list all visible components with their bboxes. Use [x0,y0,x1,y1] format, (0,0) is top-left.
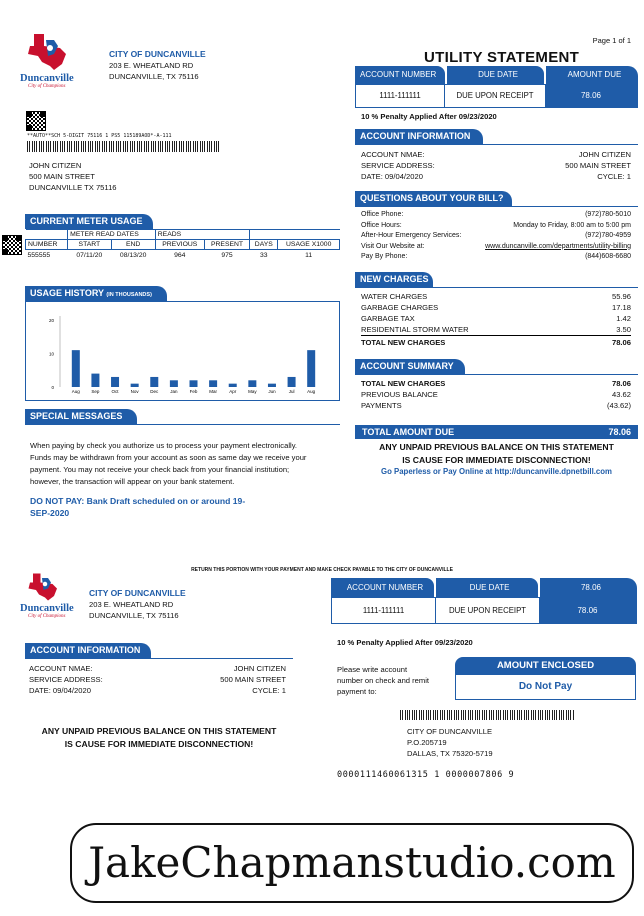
question-value: www.duncanville.com/departments/utility-billing [485,242,631,250]
summary-value: (43.62) [606,401,631,410]
meter-header-cell: USAGE X1000 [278,240,340,250]
meter-value-cell: 975 [221,251,233,259]
usage-bar [209,380,217,387]
account-summary-table-top [355,66,638,108]
warning-line-2-bottom: IS CAUSE FOR IMMEDIATE DISCONNECTION! [64,739,254,749]
question-label: Pay By Phone: [361,253,408,261]
usage-bar [190,380,198,387]
account-summary-title: ACCOUNT SUMMARY [355,359,465,374]
logo-tagline: City of Champions [28,84,66,89]
question-row [361,231,631,242]
chart-x-tick-label: Feb [189,389,198,394]
city-addr1-bottom: 203 E. WHEATLAND RD [89,600,174,609]
questions-title: QUESTIONS ABOUT YOUR BILL? [355,191,512,206]
customer-addr1: 500 MAIN STREET [29,172,95,181]
account-name-label: ACCOUNT NMAE: [361,150,425,159]
account-information-section [355,129,638,182]
meter-header-cell: PRESENT [204,240,249,250]
city-addr1: 203 E. WHEATLAND RD [109,61,194,70]
new-charges-title: NEW CHARGES [355,272,433,287]
chart-x-tick-label: Oct [111,389,119,394]
charge-label: RESIDENTIAL STORM WATER [361,325,469,334]
summary-value: 78.06 [611,379,631,388]
meter-header-cell: END [111,240,155,250]
charge-row [361,291,631,302]
chart-x-tick-label: Apr [229,389,237,394]
chart-x-tick-label: Dec [150,389,159,394]
warning-line-1: ANY UNPAID PREVIOUS BALANCE ON THIS STATEMENT [379,442,614,452]
question-row [361,242,631,253]
usage-bar [150,377,158,387]
chart-x-tick-label: Aug [307,389,316,394]
amount-due-value: 78.06 [545,85,637,107]
usage-bar [170,380,178,387]
chart-x-tick-label: Mar [209,389,217,394]
meter-table [25,229,340,261]
col-due-date-bottom: DUE DATE [436,578,538,597]
statement-date-bottom: DATE: 09/04/2020 [29,686,91,695]
warning-line-2: IS CAUSE FOR IMMEDIATE DISCONNECTION! [402,455,591,465]
texas-flag-icon [20,572,70,602]
amount-enclosed-title: AMOUNT ENCLOSED [455,657,636,674]
account-name-value-bottom: JOHN CITIZEN [233,664,286,673]
usage-bar [111,377,119,387]
billing-cycle-bottom: CYCLE: 1 [252,686,286,695]
scan-line: 0000111460061315 1 0000007806 9 [337,770,515,780]
account-summary-section [355,359,638,411]
warning-line-1-bottom: ANY UNPAID PREVIOUS BALANCE ON THIS STATEMENT [41,726,277,736]
usage-history-section [25,286,340,401]
usage-history-chart [26,302,338,399]
customer-addr2: DUNCANVILLE TX 75116 [29,183,117,192]
remit-barcode [400,710,574,720]
questions-section [355,191,638,263]
penalty-note-bottom: 10 % Penalty Applied After 09/23/2020 [337,638,473,647]
account-table-bottom [331,578,637,624]
charge-value: 1.42 [616,314,631,323]
question-value: (972)780-5010 [585,211,631,218]
usage-bar [131,384,139,387]
penalty-note: 10 % Penalty Applied After 09/23/2020 [361,112,497,121]
col-due-date: DUE DATE [447,66,544,84]
meter-value-cell: 555555 [27,251,51,259]
chart-x-tick-label: Nov [130,389,139,394]
chart-x-tick-label: May [248,389,257,394]
usage-bar [248,380,256,387]
summary-value: 43.62 [611,390,631,399]
summary-label: PAYMENTS [361,401,402,410]
chart-y-tick-label: 0 [51,385,54,390]
logo-wordmark-bottom: Duncanville [20,603,74,614]
usage-bar [288,377,296,387]
total-amount-due-value: 78.06 [608,427,631,437]
do-not-pay-notice: DO NOT PAY: Bank Draft scheduled on or around 19-SEP-2020 [30,496,246,518]
usage-bar [229,384,237,387]
chart-x-tick-label: Jan [170,389,178,394]
chart-x-tick-label: Sep [91,389,100,394]
account-name-label-bottom: ACCOUNT NMAE: [29,664,93,673]
account-number-value: 1111-111111 [379,91,421,100]
usage-bar [307,350,315,387]
question-value: (844)608-6680 [585,253,631,261]
account-number-value-bottom: 1111-111111 [362,606,405,615]
city-addr2: DUNCANVILLE, TX 75116 [109,72,199,81]
chart-y-tick-label: 10 [48,351,54,357]
city-address-block [109,49,206,82]
question-label: After-Hour Emergency Services: [361,232,462,240]
amount-enclosed-box [455,657,636,700]
city-addr2-bottom: DUNCANVILLE, TX 75116 [89,611,179,620]
total-amount-due-label: TOTAL AMOUNT DUE [362,427,455,437]
city-logo [20,32,80,94]
paperless-link[interactable]: Go Paperless or Pay Online at http://duncanville.dpnetbill.com [381,467,612,476]
postal-barcode [27,141,219,152]
service-address-label: SERVICE ADDRESS: [361,161,435,170]
billing-cycle: CYCLE: 1 [597,172,631,181]
summary-label: PREVIOUS BALANCE [361,390,438,399]
service-address-value-bottom: 500 MAIN STREET [220,675,286,684]
total-amount-due-bar [355,425,638,439]
remit-line-1: CITY OF DUNCANVILLE [407,727,493,736]
charge-label: GARBAGE TAX [361,314,415,323]
summary-row [361,378,631,389]
col-amount-due-bottom: 78.06 [540,578,637,597]
account-information-bottom [25,643,293,696]
new-charges-section [355,272,638,348]
question-label: Office Hours: [361,221,402,229]
mail-code: **AUTO**SCH 5-DIGIT 75116 1 PS5 115189AOD*-A-111 [27,133,172,139]
meter-value-cell: 07/11/20 [76,251,103,259]
service-address-value: 500 MAIN STREET [565,161,631,170]
statement-date: DATE: 09/04/2020 [361,172,423,181]
return-portion-note: RETURN THIS PORTION WITH YOUR PAYMENT AND MAKE CHECK PAYABLE TO THE CITY OF DUNCANVILLE [191,567,453,573]
chart-x-tick-label: Aug [71,389,80,394]
question-value: Monday to Friday, 8:00 am to 5:00 pm [513,221,631,229]
meter-usage-title: CURRENT METER USAGE [25,214,153,229]
meter-value-cell: 964 [174,251,186,259]
col-account-number: ACCOUNT NUMBER [355,66,445,84]
charge-label: WATER CHARGES [361,292,428,301]
question-value: (972)780-4959 [585,232,631,240]
city-address-block-bottom [89,588,186,621]
disconnection-warning-bottom [25,725,293,751]
watermark-banner: JakeChapmanstudio.com [70,823,634,903]
meter-value-cell: 33 [260,251,268,259]
meter-qr-code [2,235,22,255]
due-date-value-bottom: DUE UPON RECEIPT [435,598,539,623]
summary-label: TOTAL NEW CHARGES [361,379,446,388]
amount-due-value-bottom: 78.06 [539,598,636,623]
summary-row [361,400,631,411]
meter-header-cell: START [68,240,111,250]
due-date-value: DUE UPON RECEIPT [444,85,545,107]
usage-bar [91,374,99,387]
texas-flag-icon [20,32,80,72]
customer-address [29,160,117,193]
usage-history-title: USAGE HISTORY [30,288,104,298]
total-new-charges-label: TOTAL NEW CHARGES [361,338,446,347]
col-amount-due: AMOUNT DUE [546,66,638,84]
account-info-title: ACCOUNT INFORMATION [355,129,483,144]
usage-bar [268,384,276,387]
page-number: Page 1 of 1 [592,36,631,45]
city-name-bottom: CITY OF DUNCANVILLE [89,588,186,598]
meter-header-cell: DAYS [250,240,278,250]
question-label: Office Phone: [361,211,404,218]
question-label: Visit Our Website at: [361,242,425,250]
meter-header-cell: NUMBER [26,240,68,250]
charge-value: 17.18 [611,303,631,312]
charge-row [361,324,631,335]
meter-header-cell: PREVIOUS [155,240,204,250]
disconnection-warning-top [355,441,638,467]
city-logo-bottom [20,572,80,622]
charge-label: GARBAGE CHARGES [361,303,439,312]
customer-name: JOHN CITIZEN [29,161,82,170]
reads-group: READS [155,230,249,240]
remit-instructions: Please write account number on check and remit payment to: [337,665,430,696]
summary-row [361,389,631,400]
chart-x-tick-label: Jul [288,389,295,394]
special-messages-title: SPECIAL MESSAGES [25,409,137,424]
remit-line-3: DALLAS, TX 75320-5719 [407,749,493,758]
logo-tagline-bottom: City of Champions [28,614,66,619]
meter-value-cell: 08/13/20 [119,251,147,259]
chart-x-tick-label: Jun [268,389,276,394]
logo-wordmark: Duncanville [20,73,74,84]
account-name-value: JOHN CITIZEN [578,150,631,159]
total-new-charges-value: 78.06 [611,338,631,347]
question-row [361,221,631,232]
special-messages-section [25,409,340,519]
special-message-body: When paying by check you authorize us to process your payment electronically. Funds may be withdrawn from your account as soon as same day we receive your payment. You may not receive your check back from your financial institution; however, the transaction will appear on your bank statement. [30,441,307,486]
usage-history-subtitle: (IN THOUSANDS) [106,292,152,298]
charge-value: 3.50 [616,325,631,334]
question-row [361,252,631,263]
city-name: CITY OF DUNCANVILLE [109,49,206,59]
col-account-number-bottom: ACCOUNT NUMBER [331,578,434,597]
charge-value: 55.96 [611,292,631,301]
service-address-label-bottom: SERVICE ADDRESS: [29,675,103,684]
statement-title: UTILITY STATEMENT [424,49,580,66]
question-row [361,210,631,221]
charge-row [361,302,631,313]
charge-row [361,313,631,324]
remit-line-2: P.O.205719 [407,738,447,747]
account-info-title-bottom: ACCOUNT INFORMATION [25,643,151,658]
meter-dates-group: METER READ DATES [68,230,156,240]
chart-y-tick-label: 20 [48,318,54,323]
qr-code [26,111,46,131]
meter-usage-section [25,214,340,261]
usage-bar [72,350,80,387]
meter-value-cell: 11 [305,251,313,259]
remit-address [407,726,493,759]
amount-enclosed-value[interactable]: Do Not Pay [455,674,636,700]
